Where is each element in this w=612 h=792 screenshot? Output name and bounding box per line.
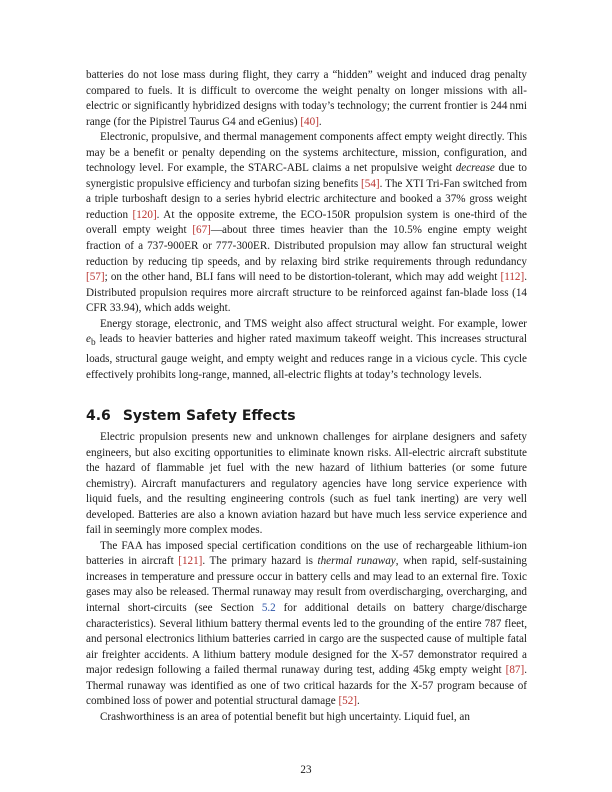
paragraph: Electric propulsion presents new and unknown challenges for airplane designers and safety engineers, but also exciting opportunities to eliminate known risks. All-electric aircraft substitute the hazard of flammable jet fuel with the new hazard of lithium batteries (or some future chemistry). Aircraft manufacturers and regulatory agencies have long service experience with liquid fuels, and the resulting engineering controls (such as fuel tank inerting) are very well developed. Batteries are also a known aviation hazard but have much less service experience and fail in seemingly more complex modes. bbox=[86, 431, 527, 537]
paragraph: Energy storage, electronic, and TMS weight also affect structural weight. For example, lower $e_b$ leads to heavier batteries and higher rated maximum takeoff weight. This increases structural loads, structural gauge weight, and empty weight and reduces range in a vicious cycle. This cycle effectively prohibits long-range, manned, all-electric flights at today’s technology levels. bbox=[86, 317, 527, 381]
citation-link[interactable]: [87] bbox=[505, 664, 525, 677]
citation-link[interactable]: [67] bbox=[192, 224, 211, 237]
emphasis: decrease bbox=[455, 162, 495, 175]
emphasis: thermal runaway bbox=[317, 555, 396, 568]
citation-link[interactable]: [54] bbox=[361, 177, 380, 190]
citation-link[interactable]: [121] bbox=[178, 555, 203, 568]
emphasis: e bbox=[86, 333, 91, 346]
section-title: System Safety Effects bbox=[122, 408, 296, 424]
section-number: 4.6 bbox=[86, 408, 111, 424]
section-reference-link[interactable]: 5.2 bbox=[261, 602, 276, 615]
citation-link[interactable]: [40] bbox=[300, 115, 319, 128]
paragraph: batteries do not lose mass during flight, they carry a “hidden” weight and induced drag penalty compared to fuels. It is difficult to overcome the weight penalty on longer missions with all-electric or significantly hybridized designs with today’s technology; the current frontier is 244 nmi range (for the Pipistrel Taurus G4 and eGenius) [40]. bbox=[86, 69, 527, 128]
paragraph: Electronic, propulsive, and thermal management components affect empty weight directly. This may be a benefit or penalty depending on the systems architecture, mission, configuration, and technology level. For example, the STARC-ABL claims a net propulsive weight decrease due to synergistic propulsive efficiency and turbofan sizing benefits [54]. The XTI Tri-Fan switched from a triple turboshaft design to a series hybrid electric architecture and booked a 37% gross weight reduction [120]. At the opposite extreme, the ECO-150R propulsion system is one-third of the overall empty weight [67]—about three times heavier than the 10.5% engine empty weight fraction of a 737-900ER or 777-300ER. Distributed propulsion may allow fan structural weight reduction by reducing tip speeds, and by relaxing bird strike requirements through redundancy [57]; on the other hand, BLI fans will need to be distortion-tolerant, which may add weight [112]. Distributed propulsion requires more aircraft structure to be reinforced against fan-blade loss (14 CFR 33.94), which adds weight. bbox=[86, 131, 527, 315]
citation-link[interactable]: [120] bbox=[132, 208, 157, 221]
paragraph: Crashworthiness is an area of potential benefit but high uncertainty. Liquid fuel, an bbox=[100, 710, 470, 723]
body-text-bottom bbox=[86, 430, 527, 725]
body-text-top bbox=[86, 68, 527, 383]
page-number: 23 bbox=[300, 764, 312, 776]
citation-link[interactable]: [112] bbox=[500, 271, 525, 284]
citation-link[interactable]: [52] bbox=[338, 695, 358, 708]
paragraph: The FAA has imposed special certification conditions on the use of rechargeable lithium-ion batteries in aircraft [121]. The primary hazard is thermal runaway, when rapid, self-sustaining increases in temperature and pressure occur in battery cells and may lead to an external fire. Toxic gases may also be released. Thermal runaway may result from overdischarging, overcharging, and internal short-circuits (see Section 5.2 for additional details on battery charge/discharge characteristics). Several lithium battery thermal events led to the grounding of the entire 787 fleet, and personal electronics lithium batteries carried in cargo are the suspected cause of multiple fatal air freighter accidents. A lithium battery module designed for the X-57 demonstrator required a major redesign following a failed thermal runaway during test, adding 45kg empty weight [87]. Thermal runaway was identified as one of two critical hazards for the X-57 program because of combined loss of power and potential structural damage [52]. bbox=[86, 539, 527, 708]
citation-link[interactable]: [57] bbox=[86, 271, 105, 284]
section-heading bbox=[86, 407, 296, 425]
subscript: b bbox=[90, 338, 96, 349]
